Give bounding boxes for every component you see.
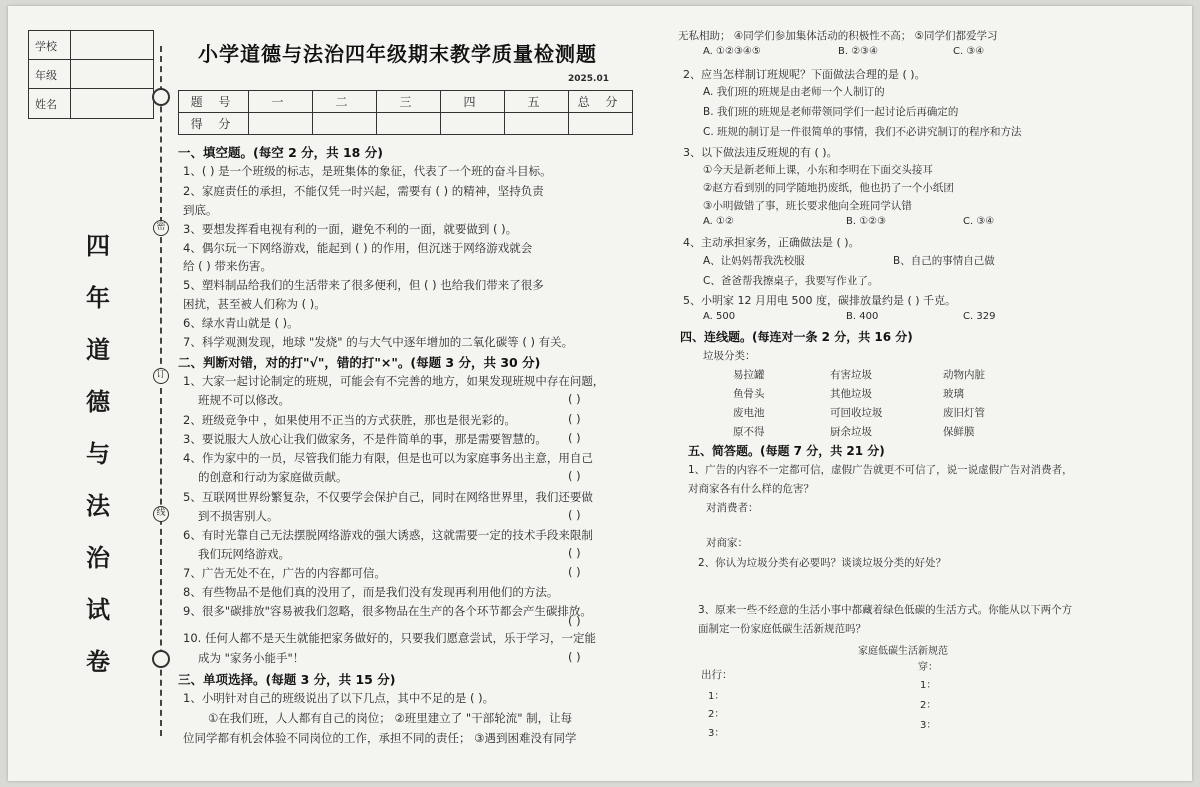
option-a: A. ①② [703, 216, 734, 227]
choice-line: 位同学都有机会体验不同岗位的工作，承担不同的责任； ③遇到困难没有同学 [183, 731, 577, 745]
score-input-cell[interactable] [505, 113, 569, 135]
judge-line: 5、互联网世界纷繁复杂，不仅要学会保护自己，同时在网络世界里，我们还要做 [183, 490, 593, 504]
judge-line: 8、有些物品不是他们真的没用了，而是我们没有发现再利用他们的方法。 [183, 585, 559, 599]
answer-bracket[interactable]: ( ) [568, 546, 581, 560]
vertical-title-char: 卷 [86, 647, 110, 676]
choice-line: 2、应当怎样制订班规呢？下面做法合理的是 ( )。 [683, 68, 926, 81]
answer-bracket[interactable]: ( ) [568, 392, 581, 406]
judge-line: 6、有时光靠自己无法摆脱网络游戏的强大诱惑，这就需要一定的技术手段来限制 [183, 528, 593, 542]
score-cell: 二 [313, 91, 377, 113]
fill-blank-line: 给 ( ) 带来伤害。 [183, 259, 272, 273]
judge-line: 2、班级竞争中 ，如果使用不正当的方式获胜，那也是很光彩的。 [183, 413, 516, 427]
matching-item[interactable]: 废电池 [733, 407, 765, 419]
section-3-heading: 三、单项选择。(每题 3 分，共 15 分) [178, 672, 396, 687]
student-info-box [28, 30, 154, 119]
judge-line: 1、大家一起讨论制定的班规，可能会有不完善的地方，如果发现班规中存在问题， [183, 374, 605, 388]
option-c: C. 329 [963, 311, 996, 322]
answer-bracket[interactable]: ( ) [568, 431, 581, 445]
answer-bracket[interactable]: ( ) [568, 412, 581, 426]
paper-title: 小学道德与法治四年级期末教学质量检测题 [198, 42, 597, 66]
option-line: ③小明做错了事，班长要求他向全班同学认错 [703, 200, 912, 212]
option-line: C. 班规的制订是一件很简单的事情，我们不必讲究制订的程序和方法 [703, 126, 1022, 138]
short-answer-line: 3、原来一些不经意的生活小事中都藏着绿色低碳的生活方式。你能从以下两个方 [698, 604, 1073, 616]
section-5-heading: 五、简答题。(每题 7 分，共 21 分) [688, 444, 885, 458]
norm-number: 1： [920, 680, 937, 691]
choice-line: 3、以下做法违反班规的有 ( )。 [683, 146, 838, 159]
section-2-heading: 二、判断对错，对的打"√"，错的打"×"。(每题 3 分，共 30 分) [178, 355, 541, 370]
vertical-title-char: 道 [86, 335, 110, 364]
matching-item[interactable]: 废旧灯管 [943, 407, 985, 419]
matching-item[interactable]: 玻璃 [943, 388, 964, 400]
score-table-score-row [179, 113, 633, 135]
binding-hole-top [152, 88, 170, 106]
name-field[interactable] [71, 89, 153, 118]
binding-mark-ding: 订 [153, 368, 169, 384]
matching-category[interactable]: 其他垃圾 [830, 388, 872, 400]
option-line: A. 我们班的班规是由老师一个人制订的 [703, 86, 885, 98]
vertical-title-char: 德 [86, 387, 110, 416]
vertical-title-char: 年 [86, 283, 110, 312]
option-a: A. 500 [703, 311, 736, 322]
option-line: ②赵方看到别的同学随地扔废纸，他也扔了一个小纸团 [703, 182, 954, 194]
fill-blank-line: 6、绿水青山就是 ( )。 [183, 316, 299, 330]
choice-line: ①在我们班，人人都有自己的岗位； ②班里建立了 "干部轮流" 制，让每 [208, 711, 573, 725]
option-c: C. ③④ [953, 46, 985, 57]
short-answer-label: 对消费者： [706, 502, 759, 514]
short-answer-label: 对商家： [706, 537, 748, 549]
vertical-title-char: 四 [86, 231, 110, 260]
choice-line: 4、主动承担家务，正确做法是 ( )。 [683, 236, 860, 249]
fill-blank-line: 5、塑料制品给我们的生活带来了很多便利，但 ( ) 也给我们带来了很多 [183, 278, 544, 292]
judge-line: 到不损害别人。 [198, 509, 279, 523]
fill-blank-line: 困扰，甚至被人们称为 ( )。 [183, 297, 326, 311]
judge-line: 的创意和行动为家庭做贡献。 [198, 470, 348, 484]
option-b: B、自己的事情自己做 [893, 255, 995, 267]
fill-blank-line: 4、偶尔玩一下网络游戏，能起到 ( ) 的作用，但沉迷于网络游戏就会 [183, 241, 533, 255]
travel-label: 出行： [701, 669, 733, 681]
judge-line: 10. 任何人都不是天生就能把家务做好的，只要我们愿意尝试，乐于学习，一定能 [183, 631, 596, 645]
section-1-heading: 一、填空题。(每空 2 分，共 18 分) [178, 145, 383, 160]
option-b: B. ①②③ [846, 216, 887, 227]
option-b: B. ②③④ [838, 46, 879, 57]
short-answer-line: 面制定一份家庭低碳生活新规范吗？ [698, 623, 866, 635]
clothing-label: 穿： [918, 662, 938, 673]
vertical-title-char: 法 [86, 491, 110, 520]
norm-number: 3： [708, 728, 725, 739]
short-answer-line: 对商家各有什么样的危害？ [688, 483, 814, 495]
norm-number: 3： [920, 720, 937, 731]
option-c: C. ③④ [963, 216, 995, 227]
vertical-title-char: 治 [86, 543, 110, 572]
score-cell: 四 [441, 91, 505, 113]
score-cell: 题 号 [179, 91, 249, 113]
vertical-title-char: 试 [86, 595, 110, 624]
binding-mark-mi: 密 [153, 220, 169, 236]
judge-line: 我们玩网络游戏。 [198, 547, 290, 561]
option-line: B. 我们班的班规是老师带领同学们一起讨论后再确定的 [703, 106, 959, 118]
option-a: A. ①②③④⑤ [703, 46, 761, 57]
judge-line: 4、作为家中的一员，尽管我们能力有限，但是也可以为家庭事务出主意，用自己 [183, 451, 593, 465]
choice-line: 5、小明家 12 月用电 500 度，碳排放量约是 ( ) 千克。 [683, 294, 957, 307]
judge-line: 班规不可以修改。 [198, 393, 290, 407]
score-table-header-row [179, 91, 633, 113]
score-input-cell[interactable] [313, 113, 377, 135]
option-a: A、让妈妈帮我洗校服 [703, 255, 805, 267]
answer-bracket[interactable]: ( ) [568, 650, 581, 664]
exam-sheet [8, 6, 1192, 781]
score-input-cell[interactable] [249, 113, 313, 135]
short-answer-line: 2、你认为垃圾分类有必要吗？谈谈垃圾分类的好处？ [698, 557, 947, 569]
matching-item[interactable]: 动物内脏 [943, 369, 985, 381]
fill-blank-line: 1、( ) 是一个班级的标志，是班集体的象征，代表了一个班的奋斗目标。 [183, 164, 552, 178]
norm-number: 2： [920, 700, 937, 711]
name-label: 姓名 [29, 89, 71, 118]
fill-blank-line: 2、家庭责任的承担，不能仅凭一时兴起，需要有 ( ) 的精神，坚持负责 [183, 184, 544, 198]
answer-bracket[interactable]: ( ) [568, 565, 581, 579]
option-line: ①今天是新老师上课，小东和李明在下面交头接耳 [703, 164, 933, 176]
judge-line: 9、很多"碳排放"容易被我们忽略，很多物品在生产的各个环节都会产生碳排放。 [183, 604, 592, 618]
grade-row [29, 60, 153, 89]
matching-item[interactable]: 易拉罐 [733, 369, 765, 381]
judge-line: 7、广告无处不在，广告的内容都可信。 [183, 566, 386, 580]
fill-blank-line: 7、科学观测发现，地球 "发烧" 的与大气中逐年增加的二氧化碳等 ( ) 有关。 [183, 335, 574, 349]
norm-number: 2： [708, 709, 725, 720]
judge-line: 成为 "家务小能手"！ [198, 651, 305, 665]
binding-mark-xian: 线 [153, 506, 169, 522]
choice-line: 1、小明针对自己的班级说出了以下几点，其中不足的是 ( )。 [183, 691, 495, 705]
matching-item[interactable]: 保鲜膜 [943, 426, 975, 438]
name-row [29, 89, 153, 118]
option-c: C、爸爸帮我擦桌子，我要写作业了。 [703, 275, 879, 287]
answer-bracket[interactable]: ( ) [568, 614, 581, 628]
score-table [178, 90, 633, 135]
judge-line: 3、要说服大人放心让我们做家务，不是件简单的事，那是需要智慧的。 [183, 432, 547, 446]
fill-blank-line: 到底。 [183, 203, 218, 217]
grade-label: 年级 [29, 60, 71, 88]
score-cell: 一 [249, 91, 313, 113]
school-row [29, 31, 153, 60]
score-input-cell[interactable] [441, 113, 505, 135]
score-input-cell[interactable] [377, 113, 441, 135]
score-cell: 总 分 [569, 91, 633, 113]
short-answer-line: 1、广告的内容不一定都可信，虚假广告就更不可信了，说一说虚假广告对消费者， [688, 464, 1073, 476]
fill-blank-line: 3、要想发挥看电视有利的一面，避免不利的一面，就要做到 ( )。 [183, 222, 518, 236]
matching-label: 垃圾分类： [703, 350, 756, 362]
score-cell: 五 [505, 91, 569, 113]
norm-title: 家庭低碳生活新规范 [858, 646, 948, 657]
score-cell: 得 分 [179, 113, 249, 135]
matching-category[interactable]: 厨余垃圾 [830, 426, 872, 438]
choice-line: 无私相助； ④同学们参加集体活动的积极性不高； ⑤同学们都爱学习 [678, 30, 998, 42]
school-field[interactable] [71, 31, 153, 59]
school-label: 学校 [29, 31, 71, 59]
matching-item[interactable]: 鱼骨头 [733, 388, 765, 400]
option-b: B. 400 [846, 311, 879, 322]
matching-category[interactable]: 有害垃圾 [830, 369, 872, 381]
binding-dashed-line [160, 46, 162, 736]
answer-bracket[interactable]: ( ) [568, 469, 581, 483]
section-4-heading: 四、连线题。(每连对一条 2 分，共 16 分) [680, 330, 913, 344]
matching-category[interactable]: 可回收垃圾 [830, 407, 883, 419]
score-cell: 三 [377, 91, 441, 113]
answer-bracket[interactable]: ( ) [568, 508, 581, 522]
grade-field[interactable] [71, 60, 153, 88]
matching-item[interactable]: 原不得 [733, 426, 765, 438]
vertical-title-char: 与 [86, 439, 110, 468]
score-input-cell[interactable] [569, 113, 633, 135]
binding-hole-bottom [152, 650, 170, 668]
norm-number: 1： [708, 691, 725, 702]
exam-date: 2025.01 [568, 74, 609, 84]
